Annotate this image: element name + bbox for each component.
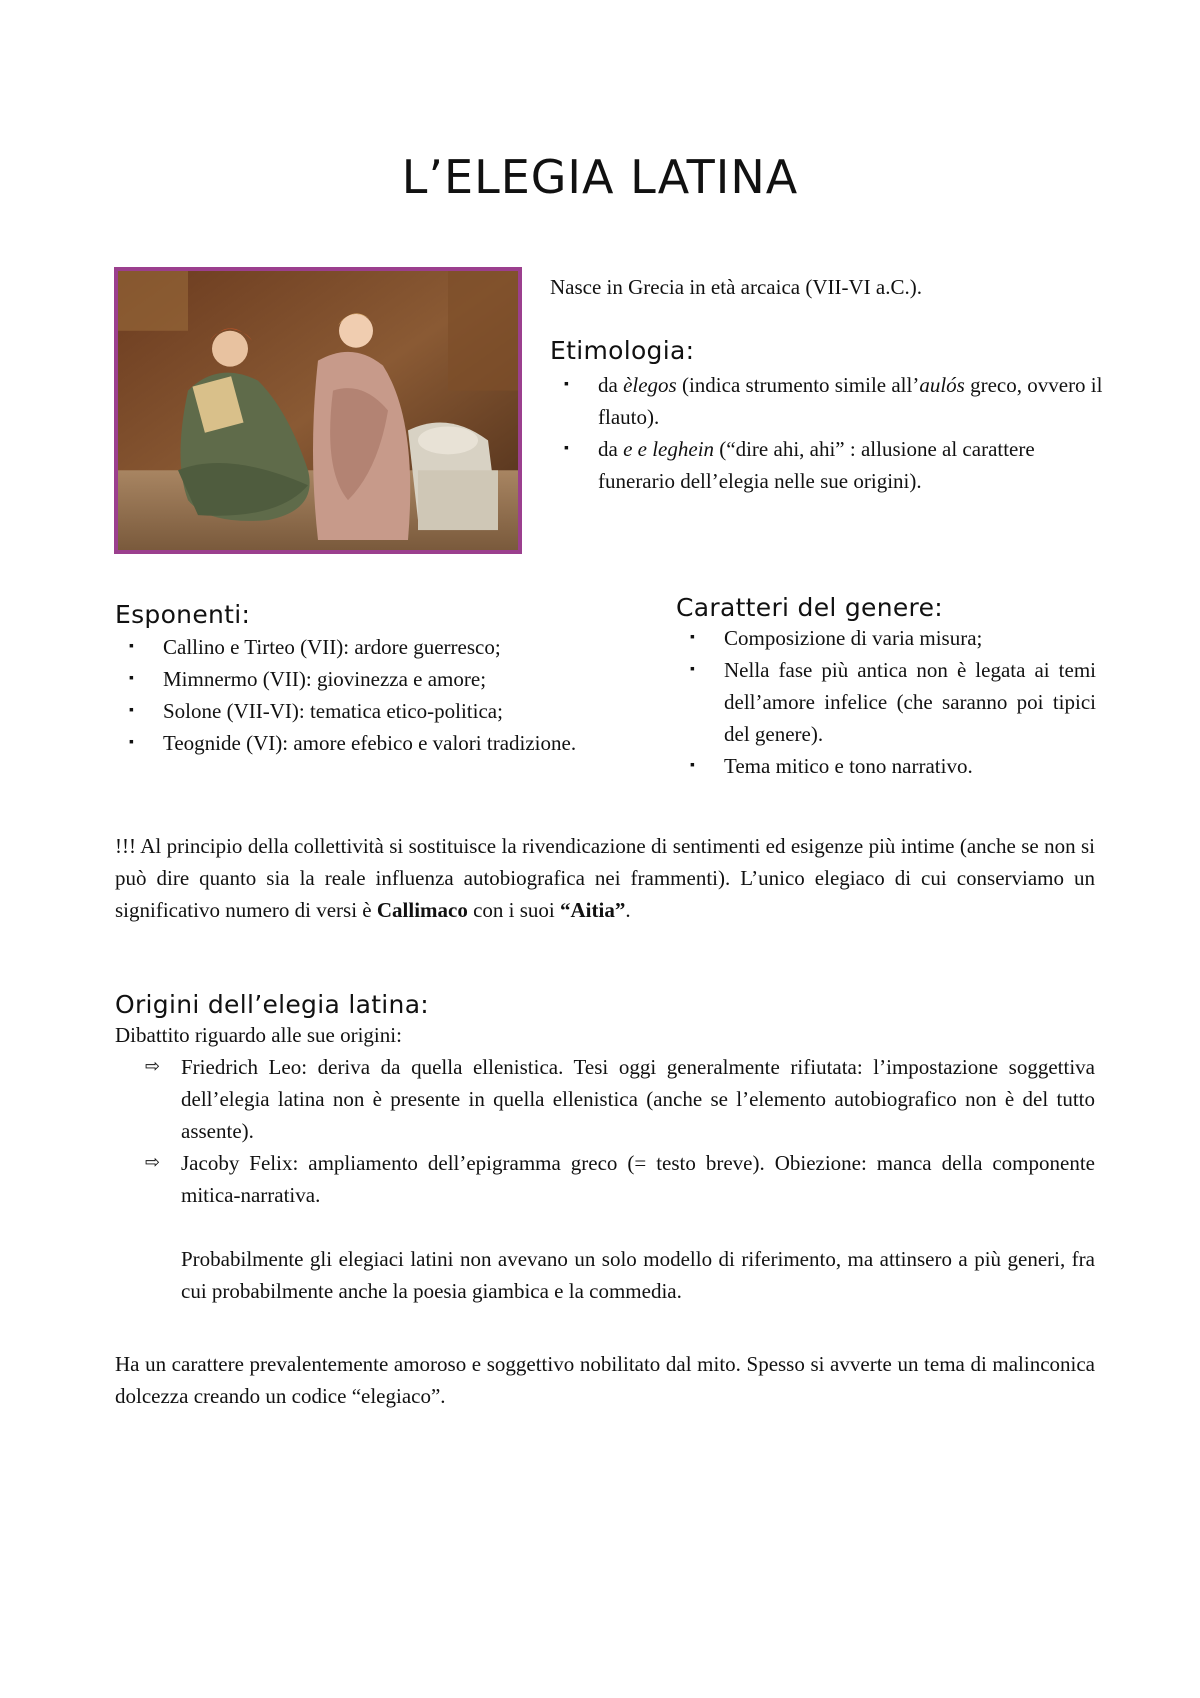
square-bullet-icon: ▪ xyxy=(690,662,695,677)
painting-illustration xyxy=(118,271,518,550)
esponenti-section xyxy=(115,600,675,759)
note-paragraph: !!! Al principio della collettività si sostituisce la rivendicazione di sentimenti ed esigenze più intime (anche se non si può dire quanto sia la reale influenza autobiografica nei frammenti). L’unico elegiaco di cui conserviamo un significativo numero di versi è Callimaco con i suoi “Aitia”. xyxy=(115,834,1095,922)
origini-subtitle: Dibattito riguardo alle sue origini: xyxy=(115,1023,402,1047)
square-bullet-icon: ▪ xyxy=(129,639,134,654)
arrow-bullet-icon: ⇨ xyxy=(145,1152,161,1173)
list-item: ▪ Solone (VII-VI): tematica etico-politica; xyxy=(115,695,675,727)
square-bullet-icon: ▪ xyxy=(129,703,134,718)
caratteri-section xyxy=(676,593,1096,782)
square-bullet-icon: ▪ xyxy=(129,671,134,686)
origini-heading: Origini dell’elegia latina: xyxy=(115,990,430,1019)
page-title: L’ELEGIA LATINA xyxy=(401,150,799,204)
painting-image xyxy=(114,267,522,554)
origini-list xyxy=(115,1051,1095,1211)
etimologia-heading: Etimologia: xyxy=(550,336,695,365)
arrow-bullet-icon: ⇨ xyxy=(145,1056,161,1077)
list-item: ▪ Composizione di varia misura; xyxy=(676,622,1096,654)
list-item: ▪ da èlegos (indica strumento simile all’aulós greco, ovvero il flauto). xyxy=(550,369,1110,433)
square-bullet-icon: ▪ xyxy=(564,377,569,392)
etimologia-section xyxy=(550,336,1110,497)
list-item: ⇨ Jacoby Felix: ampliamento dell’epigramma greco (= testo breve). Obiezione: manca della componente mitica-narrativa. xyxy=(115,1147,1095,1211)
square-bullet-icon: ▪ xyxy=(690,758,695,773)
etimologia-list xyxy=(550,369,1110,497)
list-item: ▪ Teognide (VI): amore efebico e valori tradizione. xyxy=(115,727,675,759)
intro-text: Nasce in Grecia in età arcaica (VII-VI a.C.). xyxy=(550,275,922,299)
origini-section xyxy=(115,990,1095,1307)
list-item: ▪ Mimnermo (VII): giovinezza e amore; xyxy=(115,663,675,695)
caratteri-heading: Caratteri del genere: xyxy=(676,593,943,622)
square-bullet-icon: ▪ xyxy=(129,735,134,750)
origini-extra: Probabilmente gli elegiaci latini non avevano un solo modello di riferimento, ma attinsero a più generi, fra cui probabilmente anche la poesia giambica e la commedia. xyxy=(181,1247,1095,1303)
list-item: ▪ Callino e Tirteo (VII): ardore guerresco; xyxy=(115,631,675,663)
square-bullet-icon: ▪ xyxy=(564,441,569,456)
square-bullet-icon: ▪ xyxy=(690,630,695,645)
list-item: ⇨ Friedrich Leo: deriva da quella ellenistica. Tesi oggi generalmente rifiutata: l’impostazione soggettiva dell’elegia latina non è presente in quella ellenistica (anche se l’elemento autobiografico non è del tutto assente). xyxy=(115,1051,1095,1147)
list-item: ▪ da e e leghein (“dire ahi, ahi” : allusione al carattere funerario dell’elegia nelle sue origini). xyxy=(550,433,1110,497)
esponenti-heading: Esponenti: xyxy=(115,600,251,629)
list-item: ▪ Tema mitico e tono narrativo. xyxy=(676,750,1096,782)
esponenti-list xyxy=(115,631,675,759)
closing-paragraph: Ha un carattere prevalentemente amoroso e soggettivo nobilitato dal mito. Spesso si avverte un tema di malinconica dolcezza creando un codice “elegiaco”. xyxy=(115,1352,1095,1408)
caratteri-list xyxy=(676,622,1096,782)
list-item: ▪ Nella fase più antica non è legata ai temi dell’amore infelice (che saranno poi tipici del genere). xyxy=(676,654,1096,750)
